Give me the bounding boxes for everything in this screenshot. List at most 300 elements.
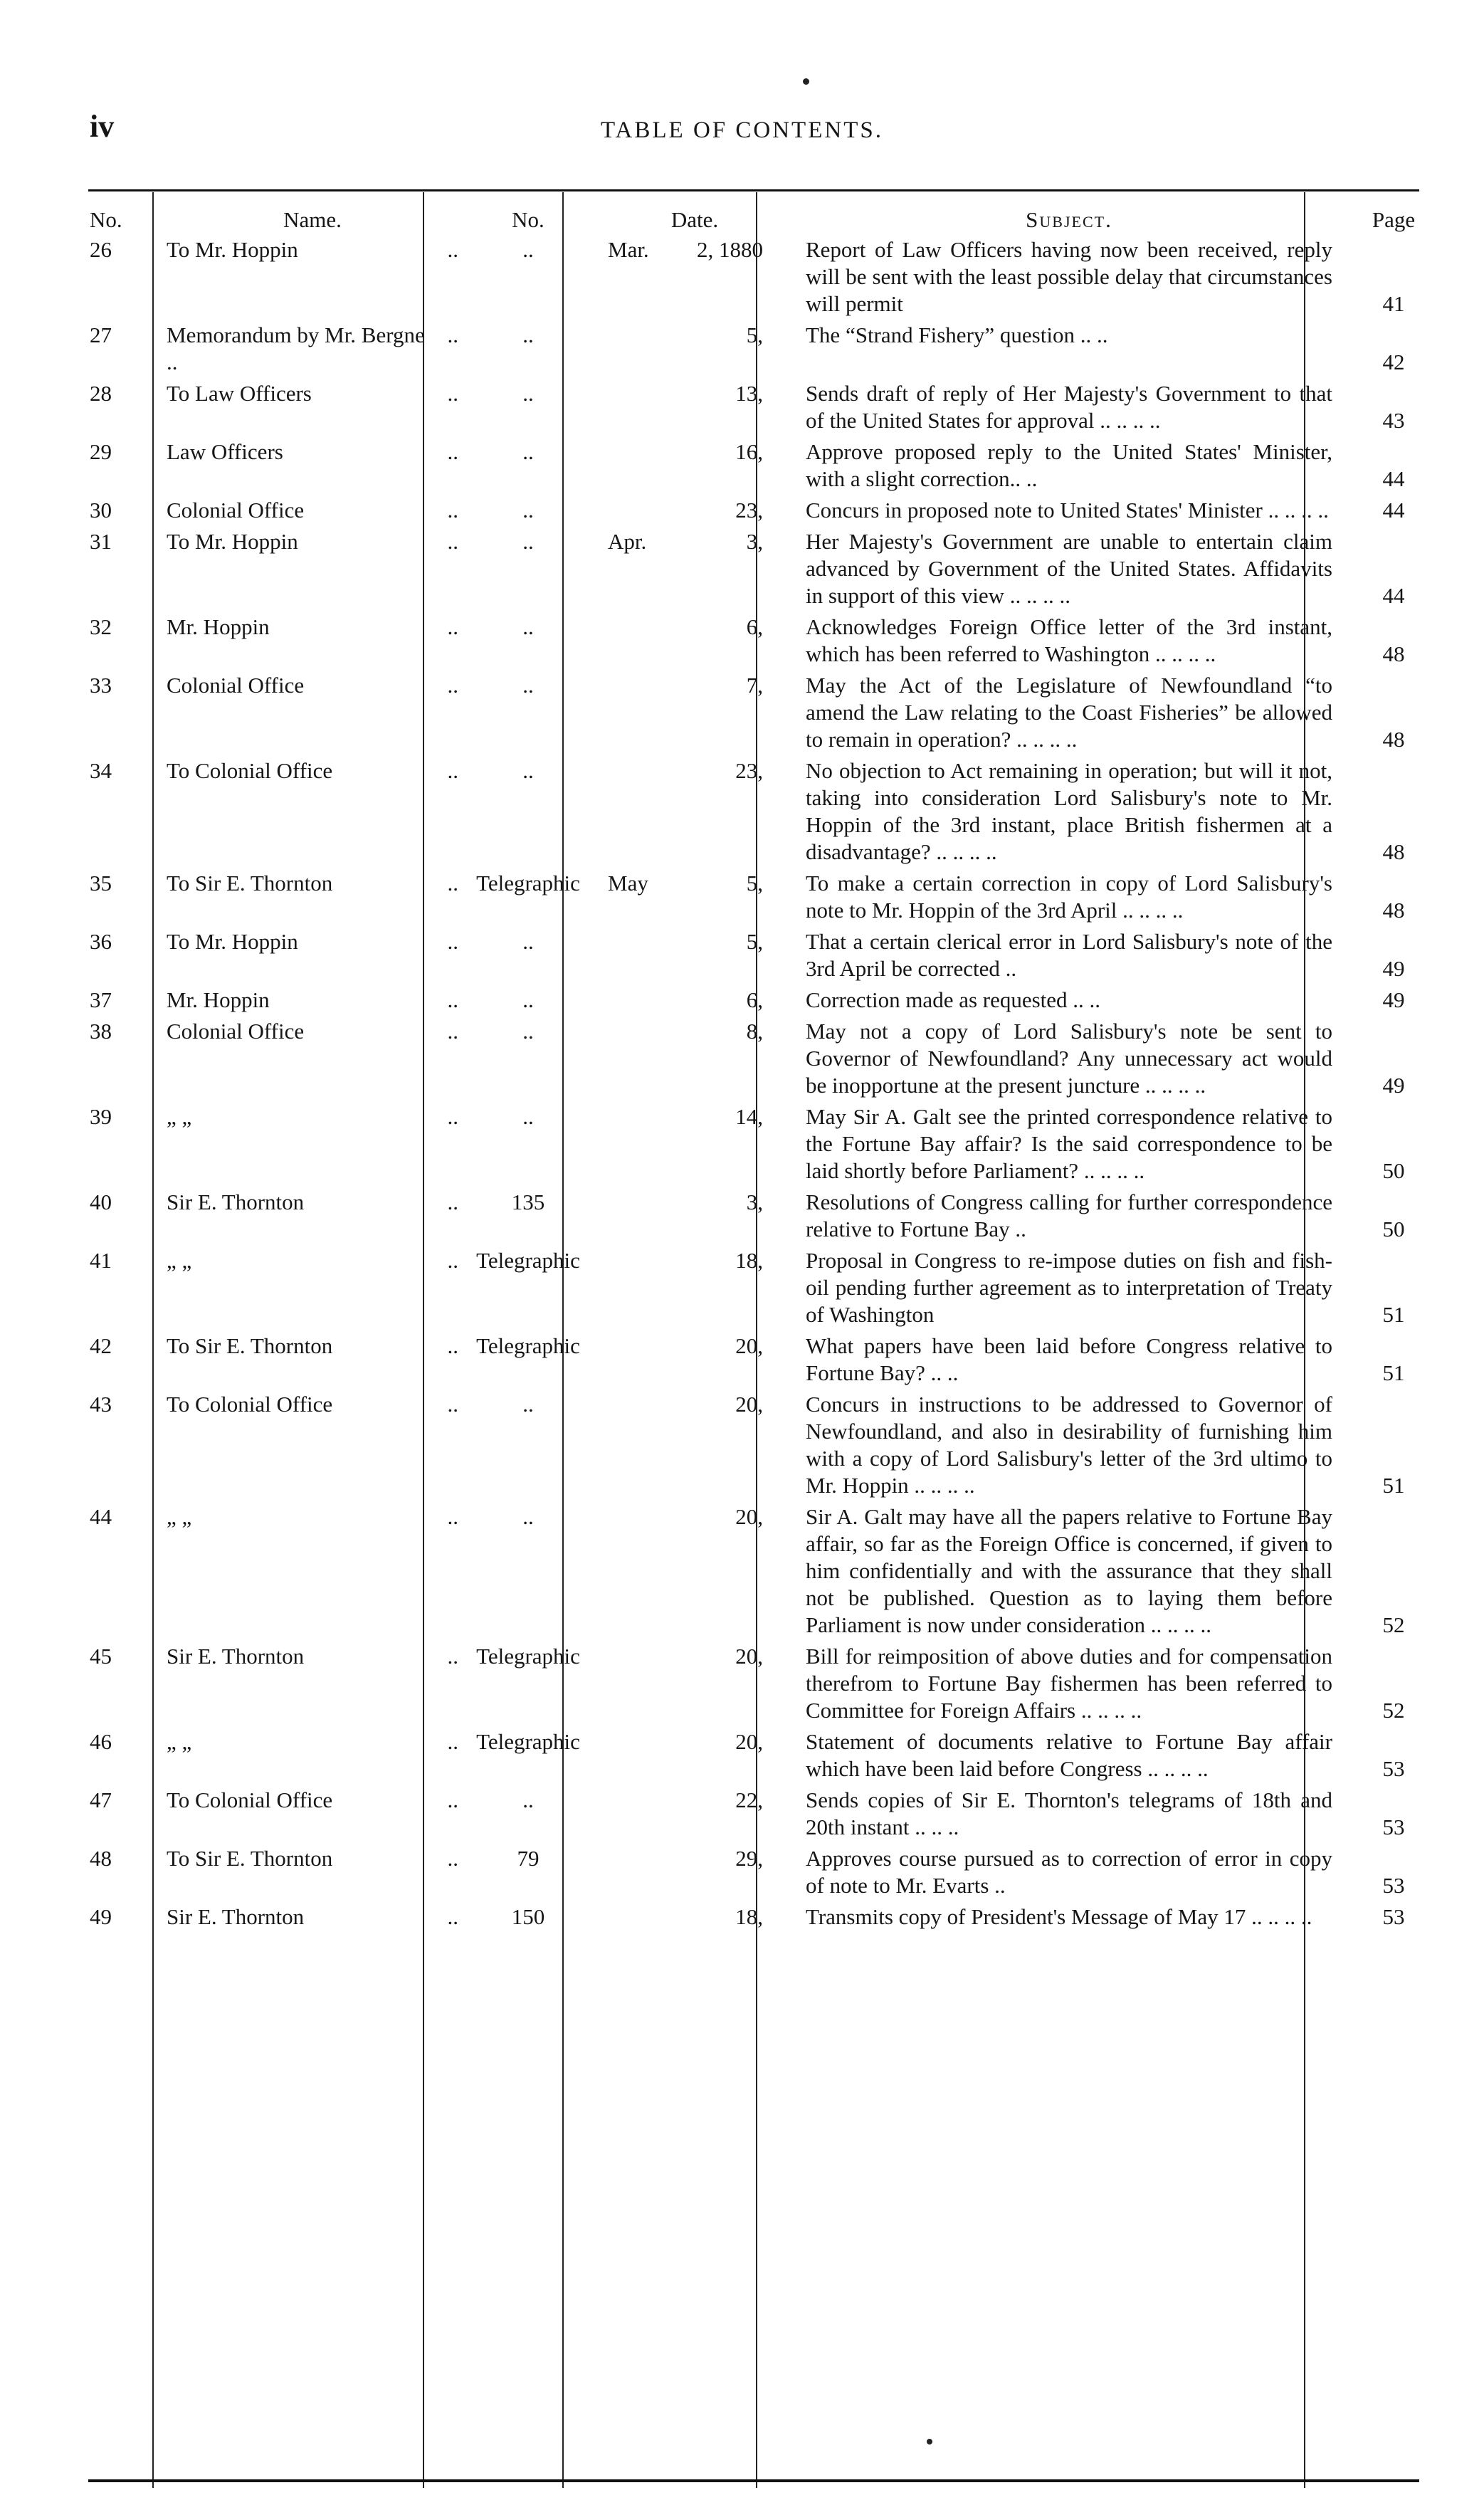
- despatch-number: ..: [522, 381, 534, 406]
- page-ref: 53: [1382, 1756, 1405, 1781]
- table-row: [90, 1391, 1449, 1503]
- despatch-number: ..: [522, 1392, 534, 1417]
- entry-name-cell: [155, 497, 458, 528]
- despatch-number: ..: [522, 322, 534, 347]
- date-day: 14,: [735, 1104, 763, 1129]
- date-day: 18,: [735, 1248, 763, 1273]
- table-row: [90, 1845, 1449, 1903]
- entry-date: [598, 380, 791, 438]
- despatch-number: Telegraphic: [476, 1248, 580, 1273]
- despatch-number: 79: [517, 1846, 540, 1871]
- leader-dots: ..: [447, 1644, 458, 1669]
- entry-name-cell: [155, 1787, 458, 1845]
- date-month: [598, 672, 692, 699]
- entry-name-cell: [155, 928, 458, 987]
- col-header-no: No.: [90, 207, 122, 232]
- table-row: [90, 1787, 1449, 1845]
- date-day: 5,: [746, 871, 763, 896]
- entry-subject: To make a certain correction in copy of Lord Salisbury's note to Mr. Hoppin of the 3rd April .. .. .. ..: [806, 871, 1332, 923]
- entry-subject: May Sir A. Galt see the printed correspondence relative to the Fortune Bay affair? Is the said correspondence to be laid shortly before Parliament? .. .. .. ..: [806, 1104, 1332, 1183]
- entry-name-cell: [155, 672, 458, 757]
- col-header-page: Page: [1372, 207, 1416, 232]
- entry-number: 47: [90, 1787, 112, 1812]
- entry-number: 30: [90, 498, 112, 522]
- leader-dots: ..: [447, 1904, 458, 1929]
- date-day: 16,: [735, 439, 763, 464]
- entry-date: [598, 928, 791, 987]
- entry-subject: Correction made as requested .. ..: [806, 987, 1101, 1012]
- date-day: 3,: [746, 1190, 763, 1214]
- col-header-number: No.: [512, 207, 544, 232]
- date-day: 3,: [746, 529, 763, 554]
- date-day: 13,: [735, 381, 763, 406]
- entry-name-cell: [155, 870, 458, 928]
- table-row: [90, 1018, 1449, 1103]
- page-ref: 53: [1382, 1873, 1405, 1898]
- page-ref: 48: [1382, 727, 1405, 752]
- despatch-number: ..: [522, 529, 534, 554]
- date-month: [598, 757, 692, 784]
- date-month: [598, 1333, 692, 1360]
- leader-dots: ..: [447, 1190, 458, 1214]
- entry-date: [598, 497, 791, 528]
- entry-subject: What papers have been laid before Congress relative to Fortune Bay? .. ..: [806, 1333, 1332, 1385]
- entry-subject: Report of Law Officers having now been received, reply will be sent with the least possible delay that circumstances will permit: [806, 237, 1332, 316]
- entry-number: 27: [90, 322, 112, 347]
- entry-page: [1338, 1333, 1449, 1391]
- entry-date: [598, 672, 791, 757]
- entry-name: To Mr. Hoppin: [167, 237, 298, 262]
- entry-number: 35: [90, 871, 112, 896]
- table-row: [90, 672, 1449, 757]
- entry-name-cell: [155, 1189, 458, 1247]
- entry-subject: Sir A. Galt may have all the papers relative to Fortune Bay affair, so far as the Foreign Office is concerned, if given to him confidentially and with the assurance that they shall not be published. Question as to laying them before Parliament is now under consideration .. .. .. ..: [806, 1504, 1332, 1637]
- date-day: 5,: [746, 322, 763, 347]
- entry-page: [1338, 497, 1449, 528]
- entry-date: [598, 236, 791, 322]
- entry-number: 36: [90, 929, 112, 954]
- entry-name-cell: [155, 528, 458, 614]
- table-row: [90, 1247, 1449, 1333]
- date-month: [598, 1103, 692, 1130]
- date-day: 29,: [735, 1846, 763, 1871]
- despatch-number: 150: [511, 1904, 545, 1929]
- date-month: [598, 1903, 692, 1931]
- entry-page: [1338, 1728, 1449, 1787]
- entry-name: To Colonial Office: [167, 758, 333, 783]
- despatch-number: ..: [522, 498, 534, 522]
- entry-number: 37: [90, 987, 112, 1012]
- entry-name-cell: [155, 614, 458, 672]
- page-ref: 48: [1382, 641, 1405, 666]
- page-ref: 42: [1382, 350, 1405, 374]
- page-ref: 51: [1382, 1360, 1405, 1385]
- entry-name: „ „: [167, 1104, 192, 1129]
- page-ref: 43: [1382, 408, 1405, 433]
- page-ref: 41: [1382, 291, 1405, 316]
- despatch-number: Telegraphic: [476, 871, 580, 896]
- entry-subject: May the Act of the Legislature of Newfoundland “to amend the Law relating to the Coast Fisheries” be allowed to remain in operation? .. .. .. ..: [806, 673, 1332, 752]
- entry-name-cell: [155, 322, 458, 380]
- entry-page: [1338, 757, 1449, 870]
- page-ref: 44: [1382, 498, 1405, 522]
- date-day: 6,: [746, 614, 763, 639]
- entry-name: „ „: [167, 1248, 192, 1273]
- entry-date: [598, 1787, 791, 1845]
- entry-name: Mr. Hoppin: [167, 614, 270, 639]
- entry-subject: Concurs in instructions to be addressed to Governor of Newfoundland, and also in desirability of furnishing him with a copy of Lord Salisbury's letter of the 3rd ultimo to Mr. Hoppin .. .. .. ..: [806, 1392, 1332, 1498]
- date-day: 20,: [735, 1333, 763, 1358]
- despatch-number: ..: [522, 439, 534, 464]
- entry-date: [598, 1103, 791, 1189]
- entry-subject: Approve proposed reply to the United States' Minister, with a slight correction.. ..: [806, 439, 1332, 491]
- date-day: 23,: [735, 758, 763, 783]
- entry-page: [1338, 1391, 1449, 1503]
- date-day: 8,: [746, 1019, 763, 1044]
- entry-page: [1338, 1845, 1449, 1903]
- table-row: [90, 380, 1449, 438]
- despatch-number: ..: [522, 929, 534, 954]
- entry-number: 29: [90, 439, 112, 464]
- table-row: [90, 1643, 1449, 1728]
- entry-date: [598, 1503, 791, 1643]
- entry-date: [598, 1903, 791, 1935]
- entry-subject: The “Strand Fishery” question .. ..: [806, 322, 1108, 347]
- leader-dots: ..: [447, 322, 458, 347]
- entry-name: Mr. Hoppin: [167, 987, 270, 1012]
- table-row: [90, 1903, 1449, 1935]
- date-month: [598, 1247, 692, 1274]
- date-month: [598, 322, 692, 349]
- entry-subject: Transmits copy of President's Message of May 17 .. .. .. ..: [806, 1904, 1312, 1929]
- leader-dots: ..: [447, 929, 458, 954]
- entry-page: [1338, 1503, 1449, 1643]
- despatch-number: ..: [522, 614, 534, 639]
- entry-subject: Her Majesty's Government are unable to entertain claim advanced by Government of the United States. Affidavits in support of this view .. .. .. ..: [806, 529, 1332, 608]
- date-day: 20,: [735, 1729, 763, 1754]
- date-day: 18,: [735, 1904, 763, 1929]
- page-ref: 53: [1382, 1904, 1405, 1929]
- entry-name-cell: [155, 1845, 458, 1903]
- entry-name: Colonial Office: [167, 673, 305, 698]
- page-ref: 49: [1382, 987, 1405, 1012]
- entry-subject: Acknowledges Foreign Office letter of the 3rd instant, which has been referred to Washington .. .. .. ..: [806, 614, 1332, 666]
- entry-subject: Bill for reimposition of above duties and for compensation therefrom to Fortune Bay fishermen has been referred to Committee for Foreign Affairs .. .. .. ..: [806, 1644, 1332, 1723]
- running-title: TABLE OF CONTENTS.: [601, 117, 883, 143]
- col-header-name: Name.: [283, 207, 342, 232]
- table-row: [90, 1189, 1449, 1247]
- table-row: [90, 1103, 1449, 1189]
- entry-page: [1338, 928, 1449, 987]
- entry-date: [598, 528, 791, 614]
- date-month: [598, 1787, 692, 1814]
- entry-page: [1338, 322, 1449, 380]
- entry-name-cell: [155, 1643, 458, 1728]
- table-row: [90, 1333, 1449, 1391]
- table-body: [90, 236, 1449, 1935]
- table-row: [90, 322, 1449, 380]
- entry-name: To Colonial Office: [167, 1392, 333, 1417]
- entry-page: [1338, 1247, 1449, 1333]
- entry-name: Colonial Office: [167, 1019, 305, 1044]
- entry-name-cell: [155, 757, 458, 870]
- entry-date: [598, 1391, 791, 1503]
- entry-page: [1338, 1103, 1449, 1189]
- leader-dots: ..: [447, 237, 458, 262]
- entry-name: „ „: [167, 1729, 192, 1754]
- table-row: [90, 987, 1449, 1018]
- table-row: [90, 236, 1449, 322]
- date-month: [598, 1845, 692, 1872]
- entry-date: [598, 1643, 791, 1728]
- entry-number: 39: [90, 1104, 112, 1129]
- entry-name: Law Officers: [167, 439, 283, 464]
- despatch-number: Telegraphic: [476, 1729, 580, 1754]
- entry-date: [598, 1728, 791, 1787]
- table-row: [90, 438, 1449, 497]
- leader-dots: ..: [447, 673, 458, 698]
- page-ref: 49: [1382, 956, 1405, 981]
- header-rule: [88, 189, 1419, 191]
- date-month: [598, 1189, 692, 1216]
- leader-dots: ..: [447, 1392, 458, 1417]
- table-row: [90, 870, 1449, 928]
- date-month: Mar.: [608, 237, 649, 262]
- date-day: 7,: [746, 673, 763, 698]
- entry-name-cell: [155, 1018, 458, 1103]
- page-ref: 44: [1382, 583, 1405, 608]
- entry-page: [1338, 987, 1449, 1018]
- date-month: [598, 928, 692, 955]
- leader-dots: ..: [447, 987, 458, 1012]
- print-speck: [803, 78, 809, 85]
- table-row: [90, 497, 1449, 528]
- entry-name: Sir E. Thornton: [167, 1644, 305, 1669]
- despatch-number: ..: [522, 758, 534, 783]
- date-day: 22,: [735, 1787, 763, 1812]
- leader-dots: ..: [447, 1333, 458, 1358]
- date-day: 2, 1880: [697, 237, 763, 262]
- entry-number: 43: [90, 1392, 112, 1417]
- date-month: [598, 1391, 692, 1418]
- entry-date: [598, 438, 791, 497]
- date-month: [598, 1503, 692, 1530]
- entry-name: Memorandum by Mr. Bergne ..: [167, 322, 425, 374]
- entry-number: 48: [90, 1846, 112, 1871]
- leader-dots: ..: [447, 439, 458, 464]
- entry-number: 49: [90, 1904, 112, 1929]
- date-day: 5,: [746, 929, 763, 954]
- entry-subject: Concurs in proposed note to United States' Minister .. .. .. ..: [806, 498, 1329, 522]
- page-ref: 51: [1382, 1473, 1405, 1498]
- date-day: 20,: [735, 1644, 763, 1669]
- date-month: [598, 1643, 692, 1670]
- page-ref: 50: [1382, 1217, 1405, 1241]
- leader-dots: ..: [447, 614, 458, 639]
- entry-number: 32: [90, 614, 112, 639]
- page-number: iv: [90, 109, 115, 144]
- date-month: Apr.: [608, 529, 647, 554]
- entry-page: [1338, 236, 1449, 322]
- entry-name: Sir E. Thornton: [167, 1190, 305, 1214]
- entry-date: [598, 322, 791, 380]
- despatch-number: ..: [522, 1787, 534, 1812]
- entry-name: Sir E. Thornton: [167, 1904, 305, 1929]
- entry-number: 38: [90, 1019, 112, 1044]
- entry-name-cell: [155, 1103, 458, 1189]
- entry-subject: Proposal in Congress to re-impose duties on fish and fish-oil pending further agreement as to interpretation of Treaty of Washington: [806, 1248, 1332, 1327]
- entry-name: „ „: [167, 1504, 192, 1529]
- entry-number: 40: [90, 1190, 112, 1214]
- entry-name: To Mr. Hoppin: [167, 529, 298, 554]
- leader-dots: ..: [447, 529, 458, 554]
- entry-number: 42: [90, 1333, 112, 1358]
- entry-page: [1338, 672, 1449, 757]
- col-header-date: Date.: [670, 207, 719, 232]
- entry-subject: Sends copies of Sir E. Thornton's telegrams of 18th and 20th instant .. .. ..: [806, 1787, 1332, 1839]
- leader-dots: ..: [447, 1787, 458, 1812]
- date-day: 6,: [746, 987, 763, 1012]
- entry-subject: Sends draft of reply of Her Majesty's Government to that of the United States for approval .. .. .. ..: [806, 381, 1332, 433]
- entry-number: 28: [90, 381, 112, 406]
- entry-name: To Law Officers: [167, 381, 312, 406]
- entry-subject: Approves course pursued as to correction of error in copy of note to Mr. Evarts ..: [806, 1846, 1332, 1898]
- entry-number: 44: [90, 1504, 112, 1529]
- entry-name-cell: [155, 236, 458, 322]
- date-month: [598, 987, 692, 1014]
- entry-name: Colonial Office: [167, 498, 305, 522]
- page-ref: 51: [1382, 1302, 1405, 1327]
- entry-subject: Statement of documents relative to Fortune Bay affair which have been laid before Congress .. .. .. ..: [806, 1729, 1332, 1781]
- page-ref: 49: [1382, 1073, 1405, 1098]
- entry-name: To Sir E. Thornton: [167, 871, 333, 896]
- footer-rule: [88, 2479, 1419, 2482]
- entry-number: 31: [90, 529, 112, 554]
- despatch-number: ..: [522, 1019, 534, 1044]
- table-row: [90, 528, 1449, 614]
- entry-number: 26: [90, 237, 112, 262]
- entry-name-cell: [155, 987, 458, 1018]
- entry-name: To Sir E. Thornton: [167, 1846, 333, 1871]
- leader-dots: ..: [447, 1104, 458, 1129]
- despatch-number: ..: [522, 1504, 534, 1529]
- entry-date: [598, 757, 791, 870]
- date-day: 23,: [735, 498, 763, 522]
- date-day: 20,: [735, 1392, 763, 1417]
- despatch-number: ..: [522, 1104, 534, 1129]
- despatch-number: ..: [522, 237, 534, 262]
- entry-subject: May not a copy of Lord Salisbury's note be sent to Governor of Newfoundland? Any unnecessary act would be inopportune at the present juncture .. .. .. ..: [806, 1019, 1332, 1098]
- page-ref: 48: [1382, 898, 1405, 923]
- entry-subject: That a certain clerical error in Lord Salisbury's note of the 3rd April be corrected ..: [806, 929, 1332, 981]
- entry-date: [598, 987, 791, 1018]
- entry-name-cell: [155, 438, 458, 497]
- page-ref: 50: [1382, 1158, 1405, 1183]
- table-row: [90, 757, 1449, 870]
- entry-page: [1338, 614, 1449, 672]
- despatch-number: ..: [522, 987, 534, 1012]
- entry-number: 33: [90, 673, 112, 698]
- leader-dots: ..: [447, 1019, 458, 1044]
- table-header-row: [90, 206, 1449, 236]
- page-ref: 44: [1382, 466, 1405, 491]
- entry-date: [598, 1247, 791, 1333]
- leader-dots: ..: [447, 1729, 458, 1754]
- table-row: [90, 1728, 1449, 1787]
- date-month: [598, 614, 692, 641]
- entry-name-cell: [155, 1503, 458, 1643]
- date-day: 20,: [735, 1504, 763, 1529]
- entry-name-cell: [155, 1247, 458, 1333]
- entry-date: [598, 870, 791, 928]
- entry-date: [598, 1333, 791, 1391]
- leader-dots: ..: [447, 1248, 458, 1273]
- page-ref: 48: [1382, 839, 1405, 864]
- entry-name: To Colonial Office: [167, 1787, 333, 1812]
- entry-page: [1338, 870, 1449, 928]
- entry-number: 41: [90, 1248, 112, 1273]
- leader-dots: ..: [447, 758, 458, 783]
- date-month: [598, 1018, 692, 1045]
- table-row: [90, 1503, 1449, 1643]
- entry-page: [1338, 1787, 1449, 1845]
- table-row: [90, 928, 1449, 987]
- entry-page: [1338, 1903, 1449, 1935]
- despatch-number: ..: [522, 673, 534, 698]
- page-ref: 53: [1382, 1815, 1405, 1839]
- entry-name-cell: [155, 1391, 458, 1503]
- entry-name-cell: [155, 1333, 458, 1391]
- entry-name-cell: [155, 380, 458, 438]
- leader-dots: ..: [447, 1846, 458, 1871]
- entry-subject: Resolutions of Congress calling for further correspondence relative to Fortune Bay ..: [806, 1190, 1332, 1241]
- entry-page: [1338, 1643, 1449, 1728]
- entry-date: [598, 1189, 791, 1247]
- entry-date: [598, 1018, 791, 1103]
- date-month: [598, 380, 692, 407]
- leader-dots: ..: [447, 871, 458, 896]
- table-row: [90, 614, 1449, 672]
- date-month: [598, 438, 692, 466]
- entry-number: 34: [90, 758, 112, 783]
- despatch-number: 135: [511, 1190, 545, 1214]
- entry-name-cell: [155, 1903, 458, 1935]
- entry-number: 45: [90, 1644, 112, 1669]
- page-ref: 52: [1382, 1612, 1405, 1637]
- entry-number: 46: [90, 1729, 112, 1754]
- page-ref: 52: [1382, 1698, 1405, 1723]
- despatch-number: Telegraphic: [476, 1644, 580, 1669]
- entry-name: To Sir E. Thornton: [167, 1333, 333, 1358]
- entry-date: [598, 1845, 791, 1903]
- entry-page: [1338, 1189, 1449, 1247]
- date-month: [598, 1728, 692, 1755]
- entry-page: [1338, 380, 1449, 438]
- entry-subject: No objection to Act remaining in operation; but will it not, taking into consideration Lord Salisbury's note to Mr. Hoppin of the 3rd instant, place British fishermen at a disadvantage? .. .. .. ..: [806, 758, 1332, 864]
- contents-table: [90, 206, 1449, 1935]
- entry-page: [1338, 1018, 1449, 1103]
- leader-dots: ..: [447, 1504, 458, 1529]
- despatch-number: Telegraphic: [476, 1333, 580, 1358]
- col-header-subject: Subject.: [1026, 207, 1112, 232]
- leader-dots: ..: [447, 381, 458, 406]
- entry-date: [598, 614, 791, 672]
- date-month: [598, 497, 692, 524]
- entry-page: [1338, 438, 1449, 497]
- leader-dots: ..: [447, 498, 458, 522]
- date-month: May: [608, 871, 648, 896]
- entry-name-cell: [155, 1728, 458, 1787]
